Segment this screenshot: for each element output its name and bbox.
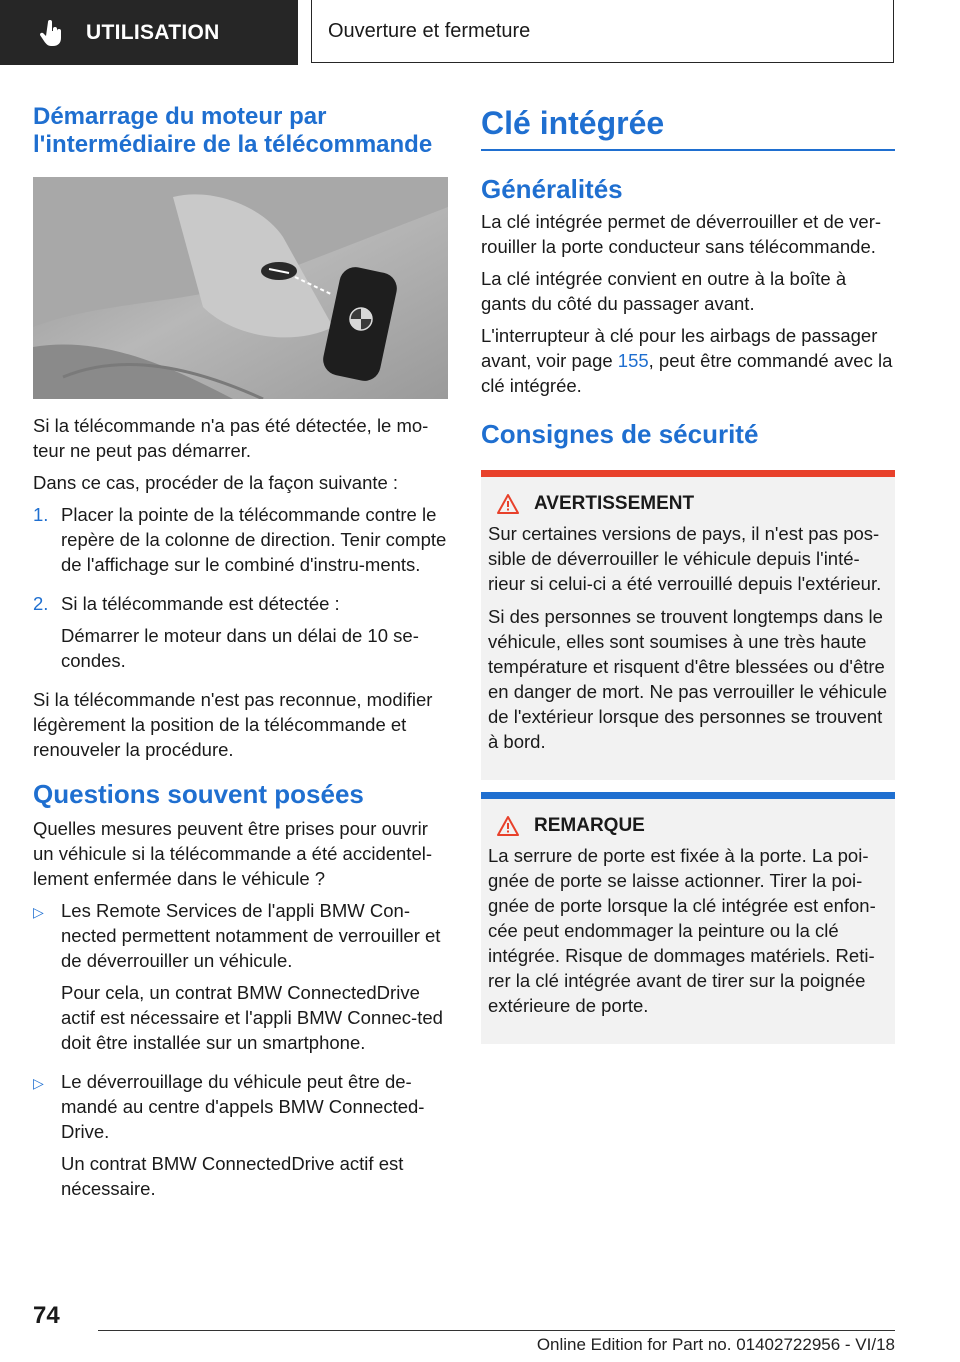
hand-pointer-icon	[38, 19, 66, 47]
integrated-key-heading: Clé intégrée	[481, 103, 895, 151]
answer-text: Les Remote Services de l'appli BMW Con-nected permettent notamment de verrouiller et de déverrouiller un véhicule.	[61, 900, 441, 971]
paragraph: La clé intégrée convient en outre à la boîte à gants du côté du passager avant.	[481, 268, 847, 314]
chapter-tab	[0, 0, 298, 65]
list-item	[33, 898, 448, 1062]
note-box	[481, 792, 895, 1044]
warning-triangle-icon	[496, 815, 520, 837]
text-segment: L'interrupteur à clé pour les airbags de passager avant, voir page	[481, 325, 878, 371]
list-item	[33, 502, 448, 584]
right-column	[481, 103, 895, 1044]
safety-heading: Consignes de sécurité	[481, 419, 759, 449]
paragraph: La clé intégrée permet de déverrouiller et de ver-rouiller la porte conducteur sans télécommande.	[481, 211, 882, 257]
warning-box	[481, 470, 895, 780]
footer-edition: Online Edition for Part no. 01402722956 - VI/18	[536, 1335, 895, 1354]
left-column	[33, 103, 448, 1215]
warning-text: Sur certaines versions de pays, il n'est pas pos-sible de déverrouiller le véhicule depuis l'inté-rieur si celui-ci a été verrouillé depuis l'extérieur.	[488, 523, 882, 594]
step-text: Si la télécommande est détectée :	[61, 593, 340, 614]
list-item	[33, 591, 448, 680]
faq-question: Quelles mesures peuvent être prises pour ouvrir un véhicule si la télécommande a été accidentel-lement enfermée dans le véhicule ?	[33, 818, 433, 889]
warning-label: AVERTISSEMENT	[534, 493, 695, 514]
general-heading: Généralités	[481, 174, 623, 204]
paragraph: Dans ce cas, procéder de la façon suivante :	[33, 472, 399, 493]
section-header	[311, 0, 894, 63]
remote-start-heading: Démarrage du moteur par l'intermédiaire de la télécommande	[33, 103, 433, 158]
paragraph: Si la télécommande n'a pas été détectée, le mo-teur ne peut pas démarrer.	[33, 415, 429, 461]
answer-subtext: Un contrat BMW ConnectedDrive actif est nécessaire.	[61, 1153, 404, 1199]
warning-triangle-icon	[496, 493, 520, 515]
paragraph	[481, 323, 895, 398]
paragraph: Si la télécommande n'est pas reconnue, modifier légèrement la position de la télécommande et renouveler la procédure.	[33, 689, 433, 760]
step-number: 2.	[33, 593, 49, 614]
note-label: REMARQUE	[534, 815, 645, 836]
steps-list	[33, 502, 448, 680]
chapter-title: UTILISATION	[86, 20, 220, 44]
section-title: Ouverture et fermeture	[328, 19, 531, 42]
answer-text: Le déverrouillage du véhicule peut être de-mandé au centre d'appels BMW Connected-Drive.	[61, 1071, 425, 1142]
note-header	[496, 815, 888, 837]
list-item	[33, 1069, 448, 1208]
remote-key-photo	[33, 177, 448, 399]
triangle-bullet-icon: ▷	[33, 904, 44, 920]
step-subtext: Démarrer le moteur dans un délai de 10 se-condes.	[61, 625, 419, 671]
triangle-bullet-icon: ▷	[33, 1075, 44, 1091]
page-number: 74	[33, 1302, 60, 1329]
faq-answers-list	[33, 898, 448, 1208]
warning-text: Si des personnes se trouvent longtemps dans le véhicule, elles sont soumises à une très haute température et risquent d'être blessées ou d'être en danger de mort. Ne pas verrouiller le véhicule de l'extérieur lorsque des personnes se trouvent à bord.	[488, 606, 887, 752]
text-segment: , peut être commandé avec la clé intégrée.	[481, 350, 893, 396]
answer-subtext: Pour cela, un contrat BMW ConnectedDrive actif est nécessaire et l'appli BMW Connec-ted doit être installée sur un smartphone.	[61, 982, 443, 1053]
footer-divider	[98, 1330, 895, 1331]
page-link[interactable]: 155	[617, 350, 649, 371]
warning-header	[496, 493, 888, 515]
step-text: Placer la pointe de la télécommande contre le repère de la colonne de direction. Tenir compte de l'affichage sur le combiné d'instru-ments.	[61, 504, 447, 575]
faq-heading: Questions souvent posées	[33, 779, 364, 809]
note-text: La serrure de porte est fixée à la porte. La poi-gnée de porte se laisse actionner. Tirer la poi-gnée de porte lorsque la clé intégrée est enfon-cée peut endommager la peinture ou la clé intégrée. Risque de dommages matériels. Reti-rer la clé intégrée avant de tirer sur la poignée extérieure de porte.	[488, 845, 876, 1016]
step-number: 1.	[33, 504, 49, 525]
